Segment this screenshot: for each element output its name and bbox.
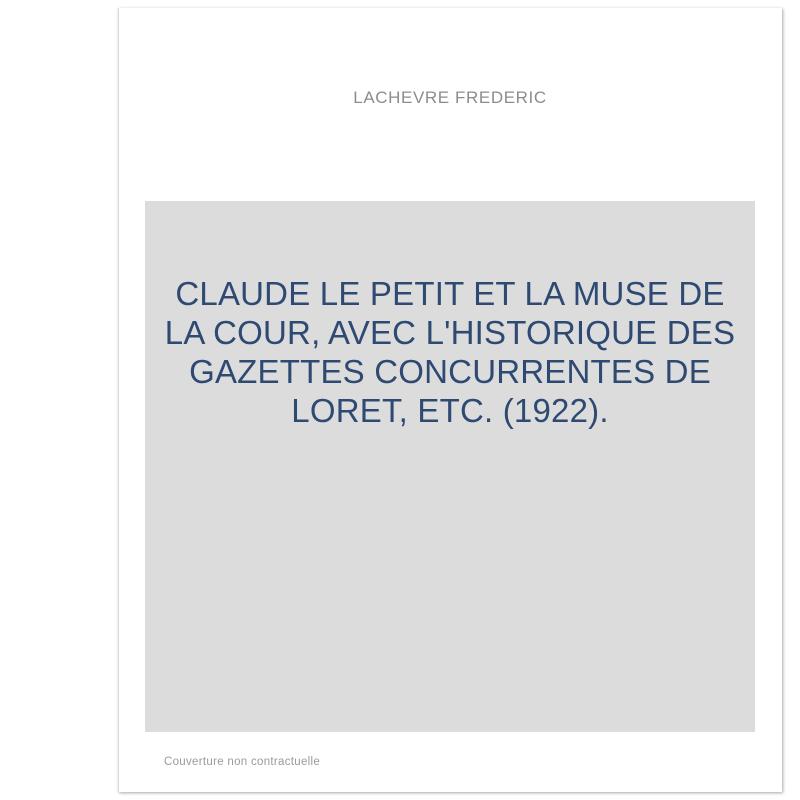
cover-spine-edge [118,8,119,792]
title-panel [145,201,755,732]
cover-disclaimer: Couverture non contractuelle [164,756,321,768]
book-title: CLAUDE LE PETIT ET LA MUSE DE LA COUR, AVEC L'HISTORIQUE DES GAZETTES CONCURRENTES DE LORET, ETC. (1922). [164,275,736,429]
book-cover [118,8,782,792]
author-name: LACHEVRE FREDERIC [353,88,547,107]
